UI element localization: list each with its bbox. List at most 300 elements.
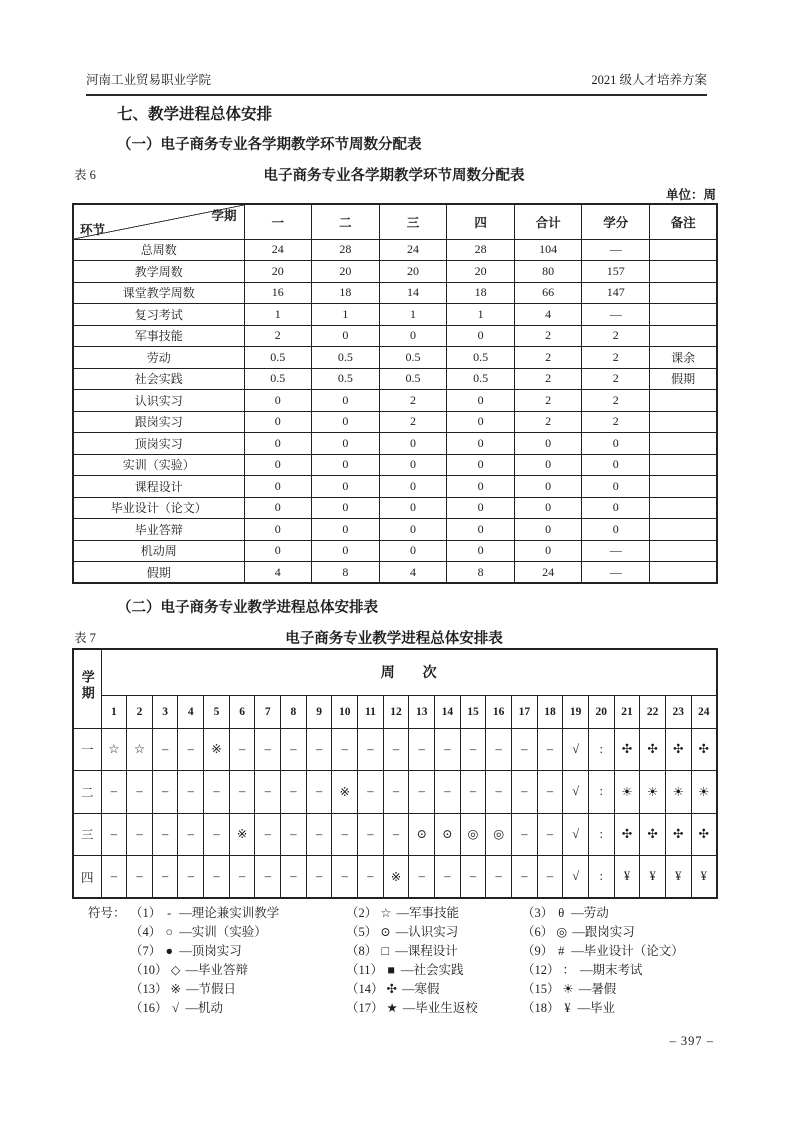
- value-cell: 1: [244, 304, 312, 326]
- week-symbol-cell: ☆: [101, 728, 127, 771]
- value-cell: 4: [514, 304, 582, 326]
- value-cell: 80: [514, 261, 582, 283]
- week-number: 1: [101, 695, 127, 728]
- table6-title: 电子商务专业各学期教学环节周数分配表: [263, 168, 525, 184]
- value-cell: 2: [582, 347, 650, 369]
- week-symbol-cell: ⊙: [409, 813, 435, 856]
- value-cell: 4: [244, 562, 312, 584]
- value-cell: 0: [379, 325, 447, 347]
- value-cell: 66: [514, 282, 582, 304]
- value-cell: [650, 519, 718, 541]
- row-label: 实训（实验）: [73, 454, 244, 476]
- value-cell: 0: [514, 497, 582, 519]
- week-symbol-cell: –: [460, 856, 486, 899]
- row-label: 教学周数: [73, 261, 244, 283]
- value-cell: 0: [379, 497, 447, 519]
- legend-item-symbol: ■: [387, 963, 395, 977]
- unit-note: 单位：周: [665, 188, 716, 202]
- value-cell: 课余: [650, 347, 718, 369]
- subsection-title-1: （一）电子商务专业各学期教学环节周数分配表: [117, 137, 422, 153]
- legend-item-desc: —社会实践: [401, 963, 464, 977]
- legend-item: [130, 980, 346, 999]
- week-symbol-cell: ◎: [460, 813, 486, 856]
- week-number: 7: [255, 695, 281, 728]
- table6-body: [73, 239, 717, 583]
- value-cell: 0: [514, 476, 582, 498]
- value-cell: 0.5: [312, 347, 380, 369]
- table7-row: [73, 728, 717, 771]
- week-symbol-cell: ✣: [665, 813, 691, 856]
- week-symbol-cell: –: [178, 728, 204, 771]
- legend-item: [130, 904, 346, 923]
- value-cell: 0.5: [379, 368, 447, 390]
- week-symbol-cell: ☆: [127, 728, 153, 771]
- value-cell: 8: [447, 562, 515, 584]
- legend-item-symbol: θ: [558, 906, 565, 920]
- week-symbol-cell: –: [460, 771, 486, 814]
- legend-item: [522, 999, 684, 1018]
- week-symbol-cell: –: [306, 813, 332, 856]
- table6-row: [73, 304, 717, 326]
- week-symbol-cell: –: [409, 856, 435, 899]
- week-symbol-cell: –: [101, 856, 127, 899]
- week-symbol-cell: –: [281, 856, 307, 899]
- value-cell: 0: [447, 390, 515, 412]
- legend-item-number: （6）: [522, 925, 554, 939]
- week-symbol-cell: –: [306, 856, 332, 899]
- row-label: 总周数: [73, 239, 244, 261]
- week-symbol-cell: –: [152, 813, 178, 856]
- week-symbol-cell: –: [178, 813, 204, 856]
- week-symbol-cell: –: [435, 771, 461, 814]
- week-number: 19: [563, 695, 589, 728]
- week-symbol-cell: –: [486, 728, 512, 771]
- value-cell: 18: [312, 282, 380, 304]
- row-label: 社会实践: [73, 368, 244, 390]
- table7-row: [73, 856, 717, 899]
- legend-item-symbol: □: [381, 944, 390, 958]
- week-symbol-cell: √: [563, 813, 589, 856]
- header-plan-name: 2021 级人才培养方案: [591, 73, 707, 87]
- legend-item-symbol: ☀: [562, 982, 574, 996]
- table6-row: [73, 519, 717, 541]
- legend-item-number: （12）: [522, 963, 560, 977]
- legend-item-number: （14）: [346, 982, 384, 996]
- legend-item-desc: —毕业: [577, 1001, 616, 1015]
- week-symbol-cell: –: [127, 856, 153, 899]
- legend-item-desc: —寒假: [402, 982, 440, 996]
- week-symbol-cell: ☀: [640, 771, 666, 814]
- legend-item-desc: —毕业生返校: [402, 1001, 478, 1015]
- table6-row: [73, 282, 717, 304]
- value-cell: [650, 454, 718, 476]
- week-symbol-cell: ✣: [614, 813, 640, 856]
- legend-rows: [88, 904, 684, 1018]
- week-number: 5: [204, 695, 230, 728]
- table6-row: [73, 261, 717, 283]
- value-cell: 0: [582, 497, 650, 519]
- value-cell: 2: [379, 390, 447, 412]
- row-label: 课程设计: [73, 476, 244, 498]
- legend-caption: [88, 942, 130, 961]
- value-cell: 0: [447, 454, 515, 476]
- value-cell: 0: [312, 540, 380, 562]
- table6-row: [73, 433, 717, 455]
- week-symbol-cell: ¥: [665, 856, 691, 899]
- value-cell: [650, 304, 718, 326]
- week-number: 16: [486, 695, 512, 728]
- value-cell: 147: [582, 282, 650, 304]
- value-cell: 2: [379, 411, 447, 433]
- value-cell: 2: [582, 411, 650, 433]
- legend-item-number: （17）: [346, 1001, 384, 1015]
- value-cell: 0: [312, 390, 380, 412]
- legend-item-number: （9）: [522, 944, 554, 958]
- week-symbol-cell: –: [281, 771, 307, 814]
- week-symbol-cell: –: [383, 771, 409, 814]
- week-symbol-cell: –: [255, 813, 281, 856]
- week-symbol-cell: –: [101, 771, 127, 814]
- week-symbol-cell: –: [306, 728, 332, 771]
- row-label: 毕业答辩: [73, 519, 244, 541]
- legend-caption: [88, 999, 130, 1018]
- week-symbol-cell: ¥: [640, 856, 666, 899]
- column-header: 备注: [650, 204, 718, 239]
- value-cell: [650, 411, 718, 433]
- week-symbol-cell: –: [358, 856, 384, 899]
- week-symbol-cell: ☀: [614, 771, 640, 814]
- week-symbol-cell: ◎: [486, 813, 512, 856]
- week-symbol-cell: –: [512, 813, 538, 856]
- week-number: 17: [512, 695, 538, 728]
- week-number: 20: [588, 695, 614, 728]
- value-cell: 0: [514, 433, 582, 455]
- week-group-header: 周 次: [101, 649, 717, 695]
- value-cell: [650, 390, 718, 412]
- value-cell: 20: [447, 261, 515, 283]
- legend-item: [522, 904, 684, 923]
- value-cell: 0: [312, 497, 380, 519]
- column-header: 三: [379, 204, 447, 239]
- legend-item: [522, 961, 684, 980]
- week-symbol-cell: –: [127, 813, 153, 856]
- legend-item-symbol: #: [558, 944, 565, 958]
- value-cell: [650, 325, 718, 347]
- legend-item-number: （15）: [522, 982, 560, 996]
- row-label: 复习考试: [73, 304, 244, 326]
- value-cell: 2: [582, 325, 650, 347]
- week-symbol-cell: –: [486, 771, 512, 814]
- week-symbol-cell: ✣: [691, 813, 717, 856]
- page-number: – 397 –: [669, 1034, 714, 1048]
- week-symbol-cell: –: [460, 728, 486, 771]
- week-symbol-cell: ✣: [614, 728, 640, 771]
- legend-item-desc: —节假日: [186, 982, 237, 996]
- week-number: 23: [665, 695, 691, 728]
- week-symbol-cell: –: [255, 728, 281, 771]
- table7-title: 电子商务专业教学进程总体安排表: [285, 631, 503, 647]
- value-cell: 2: [582, 368, 650, 390]
- value-cell: 0: [447, 476, 515, 498]
- value-cell: 14: [379, 282, 447, 304]
- week-symbol-cell: :: [588, 856, 614, 899]
- value-cell: [650, 476, 718, 498]
- legend-item-number: （10）: [130, 963, 168, 977]
- week-symbol-cell: –: [512, 771, 538, 814]
- week-number: 22: [640, 695, 666, 728]
- legend-item: [346, 980, 522, 999]
- value-cell: 28: [447, 239, 515, 261]
- value-cell: 0: [379, 454, 447, 476]
- value-cell: 157: [582, 261, 650, 283]
- week-number: 14: [435, 695, 461, 728]
- week-number: 2: [127, 695, 153, 728]
- value-cell: 0: [582, 433, 650, 455]
- value-cell: 0: [244, 454, 312, 476]
- legend-item: [130, 961, 346, 980]
- value-cell: 0: [244, 476, 312, 498]
- week-symbol-cell: ✣: [665, 728, 691, 771]
- week-number: 4: [178, 695, 204, 728]
- value-cell: 0.5: [244, 347, 312, 369]
- week-symbol-cell: ※: [332, 771, 358, 814]
- value-cell: 0: [379, 476, 447, 498]
- semester-column-header: [73, 649, 101, 728]
- corner-label-semester: 学期: [211, 209, 237, 223]
- column-header: 一: [244, 204, 312, 239]
- legend-row: [88, 904, 684, 923]
- legend-item-number: （3）: [522, 906, 554, 920]
- value-cell: 18: [447, 282, 515, 304]
- legend-item: [346, 961, 522, 980]
- legend-item: [346, 942, 522, 961]
- week-symbol-cell: –: [332, 728, 358, 771]
- value-cell: 0: [244, 433, 312, 455]
- table6-row: [73, 476, 717, 498]
- week-symbol-cell: –: [358, 813, 384, 856]
- legend-item-symbol: -: [167, 906, 172, 920]
- week-number: 8: [281, 695, 307, 728]
- week-symbol-cell: –: [358, 728, 384, 771]
- week-number: 11: [358, 695, 384, 728]
- value-cell: 0: [447, 540, 515, 562]
- value-cell: 0: [244, 390, 312, 412]
- week-symbol-cell: –: [383, 728, 409, 771]
- value-cell: 1: [379, 304, 447, 326]
- value-cell: —: [582, 562, 650, 584]
- legend-row: [88, 980, 684, 999]
- legend-item-number: （4）: [130, 925, 162, 939]
- legend-item-desc: —劳动: [571, 906, 609, 920]
- week-symbol-cell: ※: [229, 813, 255, 856]
- table7-caption: [72, 627, 716, 648]
- legend-item-desc: —顶岗实习: [179, 944, 242, 958]
- legend-item-desc: —认识实习: [395, 925, 459, 939]
- week-symbol-cell: –: [101, 813, 127, 856]
- week-symbol-cell: –: [127, 771, 153, 814]
- legend-item-desc: —跟岗实习: [572, 925, 635, 939]
- legend-item-desc: —军事技能: [396, 906, 459, 920]
- legend-item: [522, 942, 684, 961]
- legend-item-symbol: ★: [386, 1001, 398, 1015]
- corner-label-stage: 环节: [80, 222, 106, 237]
- value-cell: 16: [244, 282, 312, 304]
- legend-caption: [88, 961, 130, 980]
- table6-label: 表 6: [74, 168, 96, 182]
- value-cell: 0: [244, 497, 312, 519]
- row-label: 毕业设计（论文）: [73, 497, 244, 519]
- semester-header-text: 学期: [79, 670, 95, 703]
- legend-item-symbol: ●: [165, 944, 174, 958]
- week-symbol-cell: ⊙: [435, 813, 461, 856]
- week-symbol-cell: –: [409, 771, 435, 814]
- table7-row: [73, 771, 717, 814]
- week-symbol-cell: –: [435, 728, 461, 771]
- legend-item-desc: —期末考试: [580, 963, 643, 977]
- value-cell: 2: [244, 325, 312, 347]
- value-cell: 28: [312, 239, 380, 261]
- table6-caption: [72, 164, 716, 185]
- row-label: 顶岗实习: [73, 433, 244, 455]
- week-symbol-cell: :: [588, 728, 614, 771]
- week-symbol-cell: –: [152, 728, 178, 771]
- value-cell: [650, 562, 718, 584]
- legend-item-symbol: ○: [165, 925, 174, 939]
- table6-row: [73, 411, 717, 433]
- table7-row: [73, 813, 717, 856]
- table7-header-row: [73, 649, 717, 695]
- week-number: 12: [383, 695, 409, 728]
- value-cell: 2: [582, 390, 650, 412]
- legend-item: [346, 904, 522, 923]
- legend-item: [522, 923, 684, 942]
- legend-item: [130, 923, 346, 942]
- week-symbol-cell: ☀: [691, 771, 717, 814]
- week-symbol-cell: ☀: [665, 771, 691, 814]
- week-symbol-cell: –: [281, 728, 307, 771]
- section-title: 七、教学进程总体安排: [117, 106, 273, 123]
- value-cell: 0: [379, 540, 447, 562]
- week-symbol-cell: √: [563, 728, 589, 771]
- legend-item-symbol: ✣: [386, 982, 397, 996]
- semester-label: 一: [73, 728, 101, 771]
- week-symbol-cell: ※: [383, 856, 409, 899]
- subsection-title-2: （二）电子商务专业教学进程总体安排表: [117, 600, 378, 616]
- week-number: 9: [306, 695, 332, 728]
- week-number: 3: [152, 695, 178, 728]
- value-cell: 20: [244, 261, 312, 283]
- value-cell: [650, 433, 718, 455]
- table6-row: [73, 325, 717, 347]
- value-cell: 0: [447, 411, 515, 433]
- week-symbol-cell: ※: [204, 728, 230, 771]
- value-cell: [650, 540, 718, 562]
- legend-item-symbol: ¥: [564, 1001, 571, 1015]
- value-cell: 0: [514, 519, 582, 541]
- value-cell: 1: [447, 304, 515, 326]
- value-cell: 0: [582, 454, 650, 476]
- week-symbol-cell: –: [537, 728, 563, 771]
- column-header: 四: [447, 204, 515, 239]
- value-cell: 20: [379, 261, 447, 283]
- week-symbol-cell: –: [332, 813, 358, 856]
- week-symbol-cell: –: [537, 856, 563, 899]
- value-cell: [650, 282, 718, 304]
- legend-item-number: （8）: [346, 944, 378, 958]
- week-symbol-cell: ¥: [614, 856, 640, 899]
- week-symbol-cell: –: [255, 771, 281, 814]
- semester-label: 三: [73, 813, 101, 856]
- legend-item-symbol: ◎: [556, 925, 568, 939]
- value-cell: 0.5: [447, 347, 515, 369]
- value-cell: 0: [312, 411, 380, 433]
- table6: [72, 203, 718, 584]
- legend-item-desc: —理论兼实训教学: [179, 906, 280, 920]
- table7-label: 表 7: [74, 631, 96, 645]
- legend-item-symbol: ⊙: [380, 925, 391, 939]
- value-cell: 0: [312, 476, 380, 498]
- column-header: 二: [312, 204, 380, 239]
- value-cell: 2: [514, 368, 582, 390]
- legend-item-desc: —毕业答辩: [185, 963, 249, 977]
- legend-item-symbol: ：: [562, 963, 576, 977]
- week-symbol-cell: ✣: [640, 813, 666, 856]
- column-header: 合计: [514, 204, 582, 239]
- week-symbol-cell: ¥: [691, 856, 717, 899]
- week-symbol-cell: –: [229, 771, 255, 814]
- table6-row: [73, 390, 717, 412]
- value-cell: 0: [312, 454, 380, 476]
- symbol-legend: [88, 904, 684, 1018]
- week-number: 6: [229, 695, 255, 728]
- value-cell: 0.5: [447, 368, 515, 390]
- row-label: 认识实习: [73, 390, 244, 412]
- week-symbol-cell: –: [435, 856, 461, 899]
- week-number: 10: [332, 695, 358, 728]
- row-label: 军事技能: [73, 325, 244, 347]
- value-cell: 104: [514, 239, 582, 261]
- column-header: 学分: [582, 204, 650, 239]
- week-number: 21: [614, 695, 640, 728]
- legend-item: [130, 999, 346, 1018]
- row-label: 机动周: [73, 540, 244, 562]
- row-label: 课堂教学周数: [73, 282, 244, 304]
- value-cell: 0: [514, 540, 582, 562]
- legend-row: [88, 923, 684, 942]
- legend-caption: [88, 923, 130, 942]
- value-cell: 0: [244, 519, 312, 541]
- week-symbol-cell: –: [229, 728, 255, 771]
- legend-item-number: （5）: [346, 925, 378, 939]
- value-cell: 0: [379, 433, 447, 455]
- row-label: 跟岗实习: [73, 411, 244, 433]
- value-cell: 0: [312, 433, 380, 455]
- value-cell: 0.5: [312, 368, 380, 390]
- week-symbol-cell: –: [358, 771, 384, 814]
- value-cell: 24: [244, 239, 312, 261]
- legend-item-desc: —机动: [185, 1001, 224, 1015]
- legend-item-number: （2）: [346, 906, 378, 920]
- value-cell: 2: [514, 347, 582, 369]
- legend-item-number: （7）: [130, 944, 162, 958]
- table7-body: [73, 728, 717, 898]
- value-cell: —: [582, 304, 650, 326]
- week-symbol-cell: –: [486, 856, 512, 899]
- table6-row: [73, 239, 717, 261]
- week-number: 13: [409, 695, 435, 728]
- legend-row: [88, 961, 684, 980]
- value-cell: 0: [244, 540, 312, 562]
